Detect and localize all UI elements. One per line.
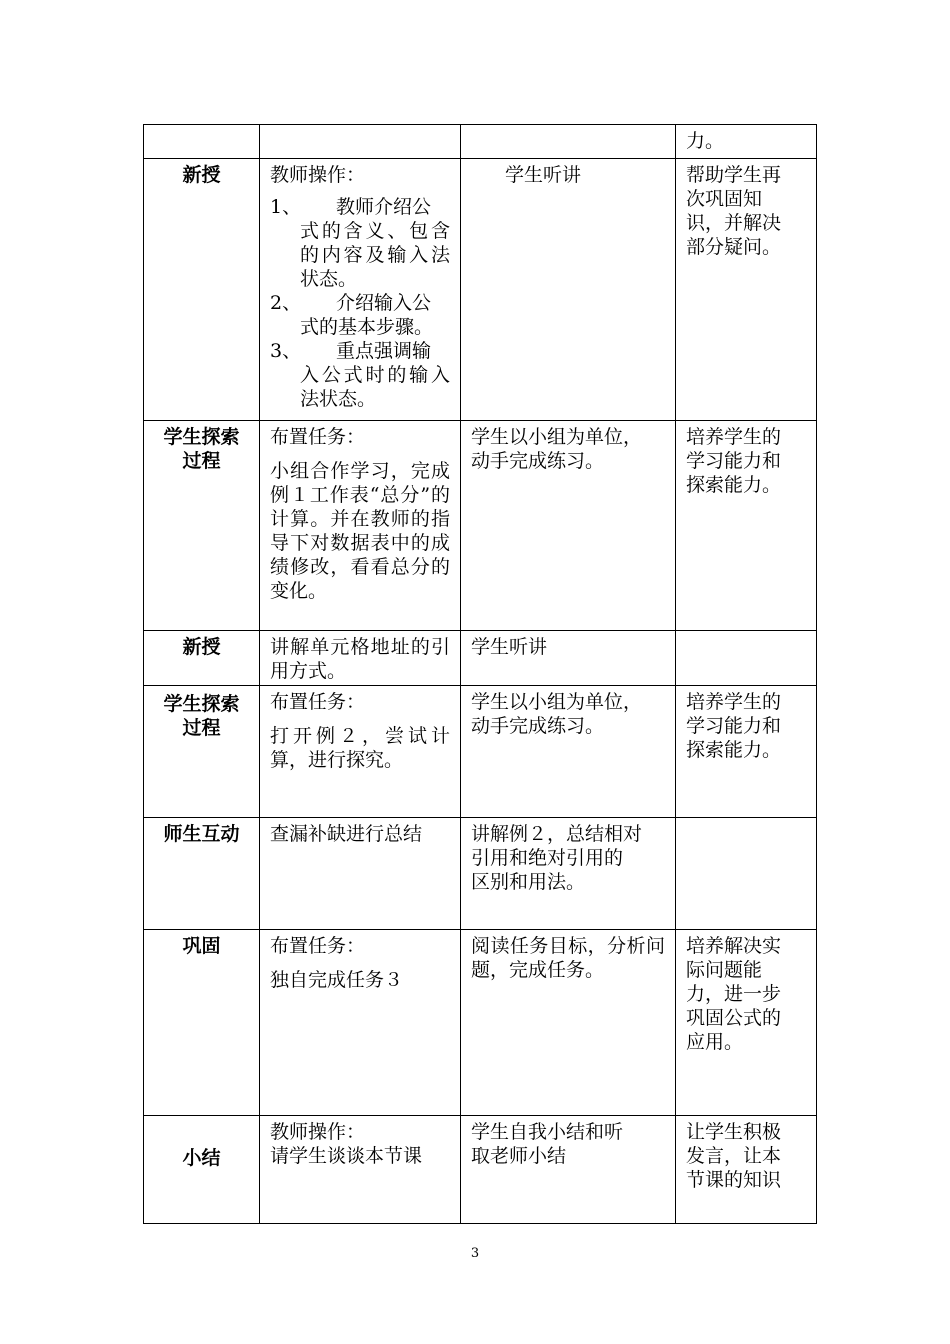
cell-text: 部分疑问。 (686, 236, 782, 258)
cell-text: 探索能力。 (686, 474, 782, 496)
design-intent-cell (676, 421, 817, 631)
cell-text: 探索能力。 (686, 739, 782, 761)
list-item-number: 2、 (270, 292, 302, 314)
cell-text: 取老师小结 (471, 1145, 567, 1167)
cell-text: 引用和绝对引用的 (471, 847, 624, 869)
student-activity-cell (461, 930, 676, 1116)
cell-text: 独自完成任务３ (270, 969, 404, 991)
list-item-text: 式的基本步骤。 (300, 316, 434, 338)
cell-text: 次巩固知 (686, 188, 763, 210)
student-activity-cell (461, 686, 676, 818)
design-intent-cell (676, 686, 817, 818)
teacher-activity-cell (260, 159, 461, 421)
list-item-text: 介绍输入公 (336, 292, 432, 314)
cell-text: 学生以小组为单位， (471, 426, 643, 448)
table-row (144, 930, 817, 1116)
cell-text: 让学生积极 (686, 1121, 782, 1143)
design-intent-cell (676, 1116, 817, 1224)
design-intent-cell (676, 159, 817, 421)
cell-heading: 布置任务： (270, 691, 366, 713)
cell-text: 查漏补缺进行总结 (270, 823, 423, 845)
cell-text: 小组合作学习，完成例１工作表“总分”的计算。并在教师的指导下对数据表中的成绩修改，看看总分的变化。 (270, 460, 450, 602)
stage-label: 学生探索 (163, 426, 240, 448)
design-intent-cell (676, 818, 817, 930)
design-intent-cell (676, 631, 817, 686)
teacher-activity-cell (260, 818, 461, 930)
cell-text: 动手完成练习。 (471, 715, 605, 737)
cell-heading: 教师操作： (270, 1121, 366, 1143)
cell-heading: 布置任务： (270, 935, 366, 957)
list-item-number: 1、 (270, 196, 302, 218)
stage-label-cell (144, 125, 260, 159)
table-row (144, 1116, 817, 1224)
teacher-activity-cell (260, 686, 461, 818)
cell-text: 学生听讲 (505, 164, 582, 186)
stage-label: 师生互动 (163, 823, 240, 845)
cell-text: 请学生谈谈本节课 (270, 1145, 423, 1167)
cell-text: 巩固公式的 (686, 1007, 782, 1029)
cell-text: 动手完成练习。 (471, 450, 605, 472)
table-row (144, 421, 817, 631)
cell-text: 力。 (686, 130, 725, 152)
list-item (270, 195, 450, 291)
student-activity-cell (461, 159, 676, 421)
cell-text: 培养学生的 (686, 691, 782, 713)
cell-heading: 教师操作： (270, 164, 366, 186)
teacher-activity-cell (260, 421, 461, 631)
list-item (270, 339, 450, 411)
cell-text: 学生听讲 (471, 636, 548, 658)
stage-label-cell (144, 818, 260, 930)
cell-text: 帮助学生再 (686, 164, 782, 186)
table-row (144, 818, 817, 930)
cell-text: 学习能力和 (686, 715, 782, 737)
stage-label-cell (144, 930, 260, 1116)
list-item-text: 重点强调输 (336, 340, 432, 362)
stage-label-cell (144, 421, 260, 631)
cell-text: 讲解单元格地址的引用方式。 (270, 636, 450, 682)
table-row (144, 631, 817, 686)
student-activity-cell (461, 631, 676, 686)
cell-text: 学生以小组为单位， (471, 691, 643, 713)
cell-text: 培养学生的 (686, 426, 782, 448)
student-activity-cell (461, 1116, 676, 1224)
teacher-activity-cell (260, 631, 461, 686)
cell-heading: 布置任务： (270, 426, 366, 448)
stage-label: 学生探索 (163, 693, 240, 715)
cell-text: 识，并解决 (686, 212, 782, 234)
list-item-text: 入公式时的输入法状态。 (300, 364, 450, 410)
stage-label: 过程 (182, 450, 221, 472)
cell-text: 培养解决实 (686, 935, 782, 957)
stage-label-cell (144, 1116, 260, 1224)
cell-text: 应用。 (686, 1031, 744, 1053)
teacher-activity-cell (260, 125, 461, 159)
teacher-activity-cell (260, 1116, 461, 1224)
list-item-text: 教师介绍公 (336, 196, 432, 218)
table-row (144, 686, 817, 818)
student-activity-cell (461, 125, 676, 159)
list-item-text: 式的含义、包含的内容及输入法状态。 (300, 220, 450, 290)
cell-text: 打开例２，尝试计算，进行探究。 (270, 725, 450, 771)
list-item-number: 3、 (270, 340, 302, 362)
teacher-activity-cell (260, 930, 461, 1116)
cell-text: 节课的知识 (686, 1169, 782, 1191)
page-number: 3 (470, 1246, 480, 1261)
stage-label: 小结 (182, 1147, 221, 1169)
stage-label-cell (144, 159, 260, 421)
table-row (144, 125, 817, 159)
cell-text: 讲解例２，总结相对 (471, 823, 643, 845)
stage-label-cell (144, 631, 260, 686)
lesson-plan-table (143, 124, 817, 1224)
table-row (144, 159, 817, 421)
cell-text: 学生自我小结和听 (471, 1121, 624, 1143)
list-item (270, 291, 450, 339)
stage-label: 新授 (182, 164, 221, 186)
cell-text: 学习能力和 (686, 450, 782, 472)
cell-text: 际问题能 (686, 959, 763, 981)
cell-text: 区别和用法。 (471, 871, 586, 893)
student-activity-cell (461, 421, 676, 631)
cell-text: 阅读任务目标，分析问题，完成任务。 (471, 935, 665, 981)
student-activity-cell (461, 818, 676, 930)
cell-text: 发言，让本 (686, 1145, 782, 1167)
stage-label: 新授 (182, 636, 221, 658)
design-intent-cell (676, 930, 817, 1116)
stage-label-cell (144, 686, 260, 818)
cell-text: 力，进一步 (686, 983, 782, 1005)
stage-label: 巩固 (182, 935, 221, 957)
design-intent-cell (676, 125, 817, 159)
stage-label: 过程 (182, 717, 221, 739)
